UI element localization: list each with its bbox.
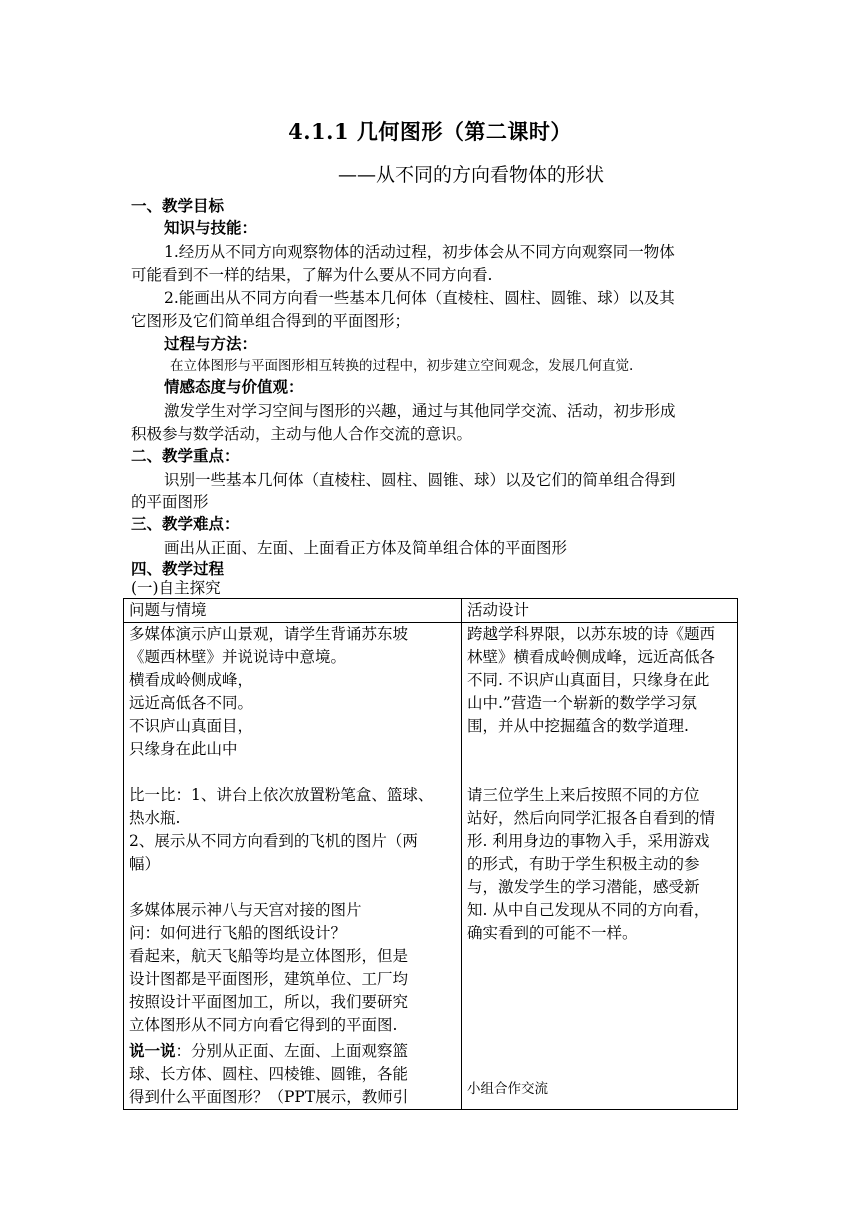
cell-line xyxy=(129,1039,456,1063)
paragraph-line: 识别一些基本几何体（直棱柱、圆柱、圆锥、球）以及它们的简单组合得到 xyxy=(164,471,676,489)
section-heading-objectives: 一、教学目标 xyxy=(131,196,225,215)
cell-line: 形. 利用身边的事物入手，采用游戏 xyxy=(467,832,710,850)
paragraph-line: 的平面图形 xyxy=(131,493,209,511)
cell-note: 小组合作交流 xyxy=(467,1081,548,1097)
cell-line: 不识庐山真面目， xyxy=(129,717,254,735)
table-header-row xyxy=(124,599,738,623)
paragraph-line: 画出从正面、左面、上面看正方体及简单组合体的平面图形 xyxy=(164,539,568,557)
cell-line: 不同. 不识庐山真面目，只缘身在此 xyxy=(467,671,710,689)
cell-line: 远近高低各不同。 xyxy=(129,694,254,712)
subheading-process: 过程与方法： xyxy=(164,334,258,353)
cell-line: 确实看到的可能不一样。 xyxy=(467,924,638,942)
cell-line: 山中.”营造一个崭新的数学学习氛 xyxy=(467,694,697,712)
cell-line: 设计图都是平面图形，建筑单位、工厂均 xyxy=(129,970,409,988)
paragraph-line: 2.能画出从不同方向看一些基本几何体（直棱柱、圆柱、圆锥、球）以及其 xyxy=(164,289,675,307)
cell-line: 知. 从中自己发现从不同的方向看， xyxy=(467,901,710,919)
cell-line: 《题西林壁》并说说诗中意境。 xyxy=(129,648,347,666)
paragraph-line: 激发学生对学习空间与图形的兴趣，通过与其他同学交流、活动，初步形成 xyxy=(164,402,676,420)
blank-line xyxy=(467,761,732,784)
cell-line: 看起来，航天飞船等均是立体图形，但是 xyxy=(129,947,409,965)
page-title: 4.1.1 几何图形（第二课时） xyxy=(288,119,572,144)
section-heading-process: 四、教学过程 xyxy=(131,559,225,578)
cell-line: 得到什么平面图形？（PPT展示，教师引 xyxy=(129,1088,409,1106)
page-subtitle: ——从不同的方向看物体的形状 xyxy=(338,164,605,186)
cell-line: 与，激发学生的学习潜能，感受新 xyxy=(467,878,700,896)
cell-line: 幅） xyxy=(129,855,161,873)
paragraph-line: 可能看到不一样的结果，了解为什么要从不同方向看. xyxy=(131,266,493,284)
bold-lead: 说一说 xyxy=(129,1041,176,1060)
cell-line: 问：如何进行飞船的图纸设计？ xyxy=(129,924,347,942)
cell-line: 多媒体演示庐山景观，请学生背诵苏东坡 xyxy=(129,625,409,643)
blank-line xyxy=(129,876,456,899)
cell-line: 围，并从中挖掘蕴含的数学道理. xyxy=(467,717,689,735)
cell-line: 站好，然后向同学汇报各自看到的情 xyxy=(467,809,716,827)
paragraph-line: 它图形及它们简单组合得到的平面图形； xyxy=(131,312,411,330)
activity-design-cell xyxy=(462,623,738,1110)
cell-line: 球、长方体、圆柱、四棱锥、圆锥，各能 xyxy=(129,1065,409,1083)
cell-line: 比一比：1、讲台上依次放置粉笔盒、篮球、 xyxy=(129,786,434,804)
cell-line: 多媒体展示神八与天宫对接的图片 xyxy=(129,901,362,919)
cell-line: 2、展示从不同方向看到的飞机的图片（两 xyxy=(129,832,418,850)
subsection-label: (一)自主探究 xyxy=(131,579,221,597)
question-context-cell xyxy=(124,623,462,1110)
cell-line: 只缘身在此山中 xyxy=(129,740,238,758)
cell-line: 林壁》横看成岭侧成峰，远近高低各 xyxy=(467,648,716,666)
cell-line: 跨越学科界限，以苏东坡的诗《题西 xyxy=(467,625,716,643)
table-header-cell: 活动设计 xyxy=(462,599,738,623)
blank-line xyxy=(467,738,732,761)
cell-line: 的形式，有助于学生积极主动的参 xyxy=(467,855,700,873)
cell-line: 请三位学生上来后按照不同的方位 xyxy=(467,786,700,804)
section-heading-difficulties: 三、教学难点： xyxy=(131,514,240,533)
cell-line: 热水瓶. xyxy=(129,809,181,827)
lesson-table xyxy=(123,598,738,1110)
blank-line xyxy=(129,761,456,784)
subheading-knowledge: 知识与技能： xyxy=(164,218,258,237)
cell-line: 按照设计平面图加工，所以，我们要研究 xyxy=(129,993,409,1011)
subheading-emotion: 情感态度与价值观： xyxy=(164,377,304,396)
paragraph-line: 积极参与数学活动，主动与他人合作交流的意识。 xyxy=(131,425,473,443)
table-row xyxy=(124,623,738,1110)
table-header-cell: 问题与情境 xyxy=(124,599,462,623)
paragraph-line: 在立体图形与平面图形相互转换的过程中，初步建立空间观念，发展几何直觉. xyxy=(170,358,634,374)
cell-line: 立体图形从不同方向看它得到的平面图. xyxy=(129,1016,398,1034)
section-heading-key-points: 二、教学重点： xyxy=(131,446,240,465)
cell-line-text: ：分别从正面、左面、上面观察篮 xyxy=(175,1042,409,1060)
cell-line: 横看成岭侧成峰， xyxy=(129,671,254,689)
paragraph-line: 1.经历从不同方向观察物体的活动过程，初步体会从不同方向观察同一物体 xyxy=(164,243,675,261)
